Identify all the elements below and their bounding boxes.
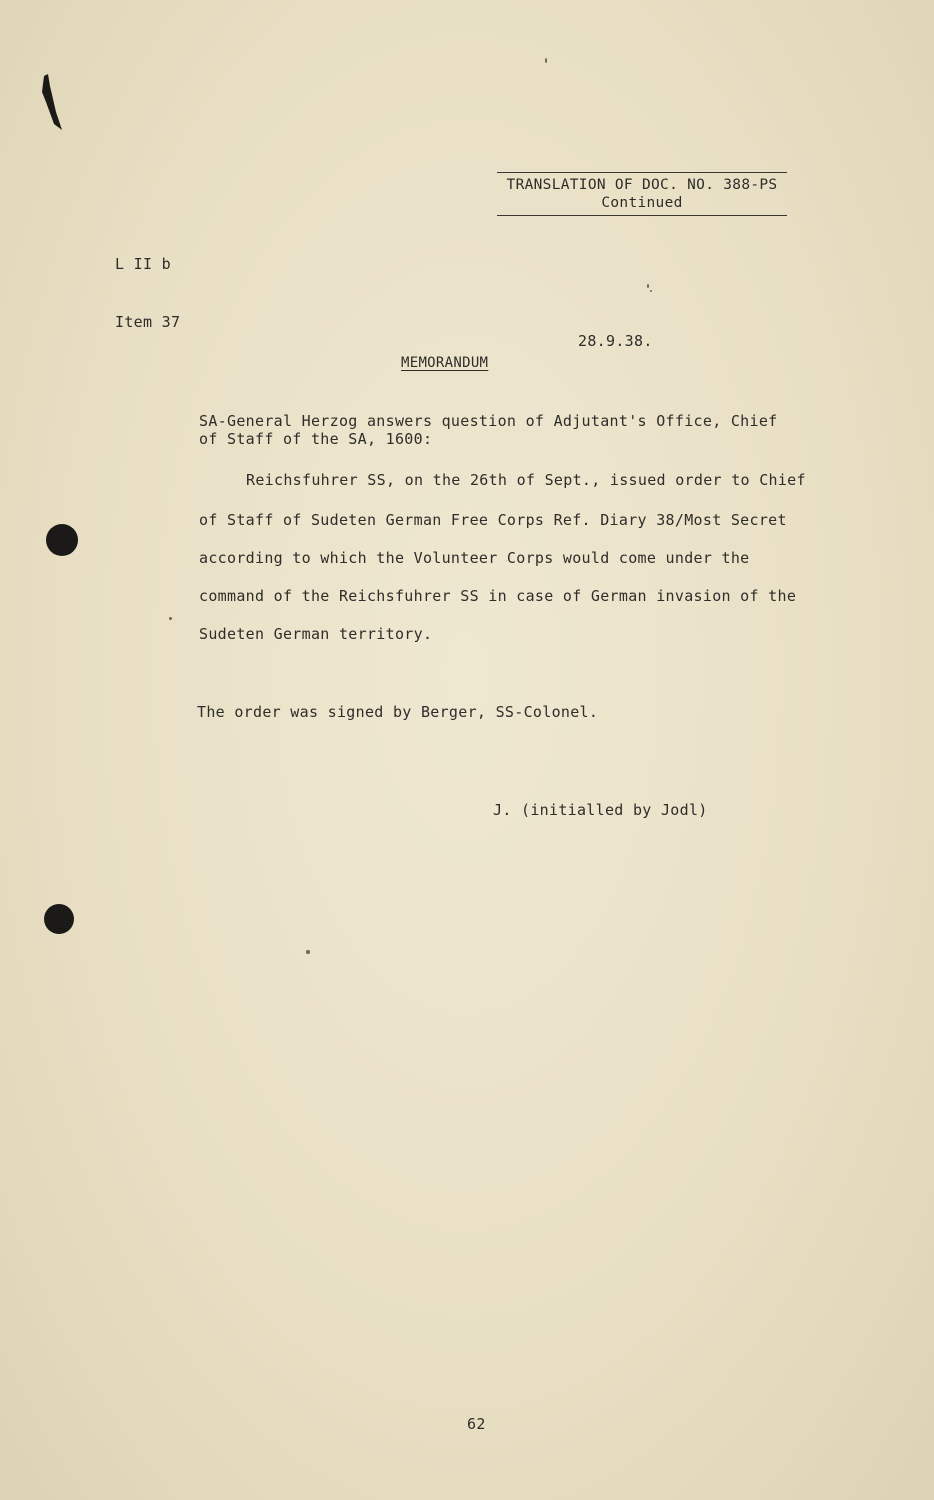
memo-date: 28.9.38. (578, 332, 653, 350)
paper-speck (545, 58, 547, 63)
body-line-2: of Staff of Sudeten German Free Corps Ref. Diary 38/Most Secret (199, 511, 787, 529)
body-line-5: Sudeten German territory. (199, 625, 433, 643)
body-line-1: Reichsfuhrer SS, on the 26th of Sept., issued order to Chief (246, 471, 806, 489)
body-line-4: command of the Reichsfuhrer SS in case of German invasion of the (199, 587, 797, 605)
initials-line: J. (initialled by Jodl) (493, 801, 708, 819)
memo-title: MEMORANDUM (401, 355, 489, 371)
intro-line-1: SA-General Herzog answers question of Adjutant's Office, Chief (199, 412, 778, 430)
binding-mark-icon (34, 72, 64, 134)
document-header (497, 172, 787, 216)
paper-speck (647, 284, 649, 288)
signed-line: The order was signed by Berger, SS-Colonel. (197, 703, 599, 721)
document-title: TRANSLATION OF DOC. NO. 388-PS (506, 177, 778, 193)
paper-speck (169, 617, 172, 620)
page-number: 62 (467, 1415, 486, 1433)
intro-line-2: of Staff of the SA, 1600: (199, 430, 433, 448)
reference-code: L II b (115, 255, 171, 273)
paper-speck (650, 290, 652, 292)
body-line-3: according to which the Volunteer Corps would come under the (199, 549, 750, 567)
punch-hole-lower (44, 904, 74, 934)
item-number: Item 37 (115, 313, 181, 331)
punch-hole-upper (46, 524, 78, 556)
paper-speck (306, 950, 310, 954)
document-subtitle: Continued (601, 195, 683, 211)
